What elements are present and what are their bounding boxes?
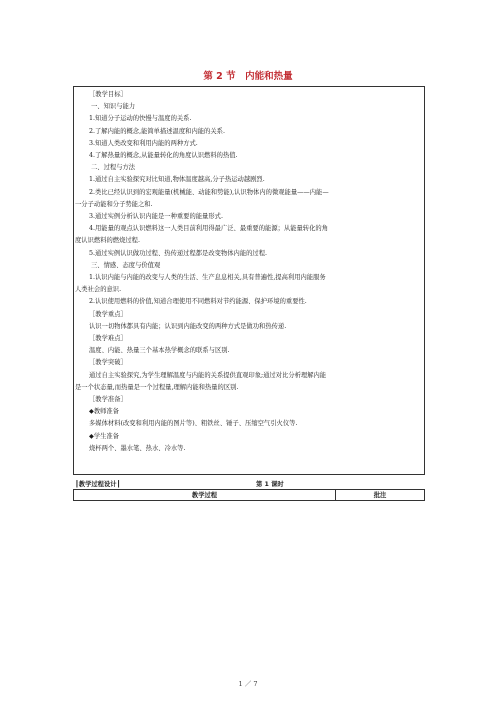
text-line: 4.用能量的观点认识燃料这一人类目前利用得最广泛、最重要的能源；从能量转化的角 <box>89 225 328 233</box>
subheading-attitude: 三、情感、态度与价值观 <box>91 261 161 269</box>
text-line: 2.了解内能的概念,能简单描述温度和内能的关系. <box>89 127 225 135</box>
column-header-process: 教学过程 <box>74 490 336 500</box>
subheading-process: 二、过程与方法 <box>91 164 136 172</box>
text-line: 一分子动能和分子势能之和. <box>75 200 153 208</box>
text-line: 认识一切物体都具有内能；认识到内能改变的两种方式是做功和热传递. <box>89 322 287 330</box>
text-line: 多媒体材料(改变和利用内能的图片等)、粗铁丝、锤子、压缩空气引火仪等. <box>89 420 298 428</box>
process-table <box>73 478 425 501</box>
heading-breakthrough: ［教学突破］ <box>89 359 127 367</box>
text-line: 5.通过实例认识做功过程、热传递过程都是改变物体内能的过程. <box>89 249 268 257</box>
teacher-prep-heading: ◆教师准备 <box>89 408 120 416</box>
text-line: 是一个状态量,而热量是一个过程量,理解内能和热量的区别. <box>75 383 239 391</box>
objectives-content <box>75 89 415 455</box>
text-line: 通过自主实验探究,为学生理解温度与内能的关系提供直观印象;通过对比分析理解内能 <box>89 371 327 379</box>
heading-preparation: ［教学准备］ <box>89 396 127 404</box>
text-line: 1.认识内能与内能的改变与人类的生活、生产息息相关,具有普遍性,提高利用内能服务 <box>89 274 326 282</box>
design-header-row <box>73 478 425 489</box>
text-line: 1.通过自主实验探究对比知道,物体温度越高,分子热运动越剧烈. <box>89 176 265 184</box>
text-line: 人类社会的意识. <box>75 286 122 294</box>
table-header-row <box>73 489 425 501</box>
heading-difficulties: ［教学难点］ <box>89 335 127 343</box>
section-title: 第 2 节 内能和热量 <box>203 71 293 82</box>
text-line: 3.知道人类改变和利用内能的两种方式. <box>89 139 198 147</box>
text-line: 度认识燃料的燃烧过程. <box>75 237 140 245</box>
design-label: ┃教学过程设计┃ <box>75 481 121 488</box>
heading-key-points: ［教学重点］ <box>89 310 127 318</box>
text-line: 烧杯两个、墨水笔、热水、冷水等. <box>89 444 186 452</box>
text-line: 温度、内能、热量三个基本热学概念的联系与区别. <box>89 347 230 355</box>
student-prep-heading: ◆学生准备 <box>89 432 120 440</box>
lesson-label: 第 1 课时 <box>256 481 284 488</box>
text-line: 1.知道分子运动的快慢与温度的关系. <box>89 115 192 123</box>
text-line: 3.通过实例分析认识内能是一种重要的能量形式. <box>89 213 223 221</box>
subheading-knowledge: 一、知识与能力 <box>91 103 136 111</box>
text-line: 2.认识使用燃料的价值,知道合理使用不同燃料对节约能源、保护环境的重要性. <box>89 298 307 306</box>
heading-objectives: ［教学目标］ <box>89 91 127 98</box>
text-line: 4.了解热量的概念,从能量转化的角度认识燃料的热值. <box>89 152 238 160</box>
page-number: 1 ／ 7 <box>238 680 258 688</box>
text-line: 2.类比已经认识到的宏观能量(机械能、动能和势能),认识物体内的微观能量——内能— <box>89 188 329 196</box>
column-header-notes: 批注 <box>373 492 387 499</box>
